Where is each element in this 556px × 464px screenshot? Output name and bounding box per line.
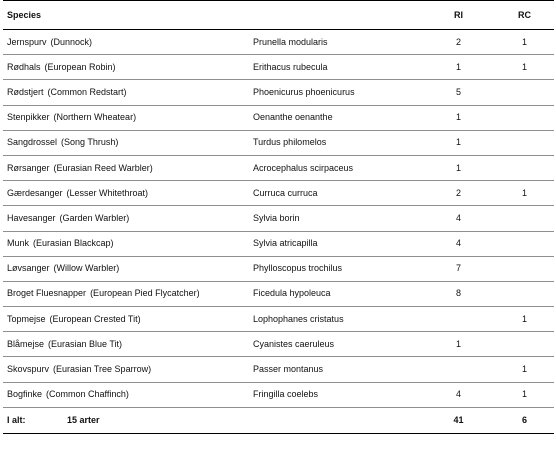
species-name-cell [3, 307, 249, 332]
species-name-cell [3, 105, 249, 130]
ri-cell: 8 [455, 288, 461, 299]
latin-name-cell: Oenanthe oenanthe [253, 112, 333, 123]
species-name-cell [3, 155, 249, 180]
table-row [3, 256, 554, 281]
latin-name-cell: Sylvia borin [253, 212, 300, 223]
ri-cell: 5 [455, 86, 461, 97]
table-row [3, 105, 554, 130]
species-common-name: (Garden Warbler) [59, 212, 130, 223]
species-local-name: Blåmejse [7, 338, 45, 349]
species-local-name: Munk [7, 238, 30, 249]
latin-name-cell: Cyanistes caeruleus [253, 338, 335, 349]
rc-cell: 1 [521, 313, 527, 324]
species-common-name: (European Robin) [44, 61, 116, 72]
species-local-name: Stenpikker [7, 112, 50, 123]
rc-cell [495, 105, 554, 130]
species-local-name: Rødstjert [7, 86, 44, 97]
totals-label-cell [3, 407, 249, 433]
latin-name-cell: Ficedula hypoleuca [253, 288, 331, 299]
totals-empty-cell [249, 407, 422, 433]
species-table [3, 0, 554, 434]
species-common-name: (Eurasian Tree Sparrow) [53, 364, 152, 375]
table-row [3, 130, 554, 155]
species-common-name: (European Crested Tit) [49, 313, 141, 324]
species-local-name: Bogfinke [7, 389, 43, 400]
species-common-name: (European Pied Flycatcher) [90, 288, 200, 299]
latin-name-cell: Turdus philomelos [253, 137, 327, 148]
table-row [3, 382, 554, 407]
species-common-name: (Willow Warbler) [53, 263, 120, 274]
totals-species-count: 15 arter [67, 414, 100, 425]
species-name-cell [3, 181, 249, 206]
table-row [3, 80, 554, 105]
species-name-cell [3, 357, 249, 382]
species-common-name: (Dunnock) [50, 36, 93, 47]
ri-cell: 1 [455, 338, 461, 349]
rc-cell: 1 [521, 364, 527, 375]
latin-name-cell: Fringilla coelebs [253, 389, 319, 400]
latin-name-cell: Curruca curruca [253, 187, 318, 198]
latin-name-cell: Phoenicurus phoenicurus [253, 86, 355, 97]
ri-cell: 1 [455, 137, 461, 148]
rc-cell [495, 155, 554, 180]
species-common-name: (Common Redstart) [47, 86, 127, 97]
table-row [3, 155, 554, 180]
table-row [3, 30, 554, 55]
latin-name-cell: Erithacus rubecula [253, 61, 328, 72]
header-row [3, 1, 554, 30]
totals-ri: 41 [453, 414, 464, 425]
table-row [3, 307, 554, 332]
ri-cell: 1 [455, 112, 461, 123]
species-common-name: (Eurasian Blue Tit) [48, 338, 123, 349]
latin-name-cell: Passer montanus [253, 364, 324, 375]
rc-cell: 1 [521, 389, 527, 400]
rc-cell: 1 [521, 61, 527, 72]
table-row [3, 55, 554, 80]
species-header: Species [7, 9, 42, 20]
rc-cell [495, 231, 554, 256]
latin-name-cell: Sylvia atricapilla [253, 238, 318, 249]
ri-cell: 4 [455, 389, 461, 400]
table-row [3, 181, 554, 206]
species-local-name: Havesanger [7, 212, 56, 223]
species-common-name: (Song Thrush) [61, 137, 119, 148]
table-row [3, 206, 554, 231]
species-local-name: Sangdrossel [7, 137, 58, 148]
species-local-name: Broget Fluesnapper [7, 288, 87, 299]
rc-cell [495, 332, 554, 357]
table-row [3, 231, 554, 256]
latin-name-cell: Acrocephalus scirpaceus [253, 162, 354, 173]
table-body [3, 30, 554, 408]
species-name-cell [3, 80, 249, 105]
ri-cell: 7 [455, 263, 461, 274]
species-name-cell [3, 206, 249, 231]
species-name-cell [3, 30, 249, 55]
species-name-cell [3, 231, 249, 256]
table-row [3, 281, 554, 306]
rc-cell [495, 80, 554, 105]
ri-cell: 2 [455, 36, 461, 47]
latin-name-cell: Lophophanes cristatus [253, 313, 344, 324]
latin-name-cell: Phylloscopus trochilus [253, 263, 343, 274]
species-local-name: Rødhals [7, 61, 41, 72]
rc-cell [495, 130, 554, 155]
ri-cell: 4 [455, 238, 461, 249]
latin-name-header [249, 1, 422, 30]
species-common-name: (Lesser Whitethroat) [66, 187, 149, 198]
species-local-name: Skovspurv [7, 364, 50, 375]
species-local-name: Jernspurv [7, 36, 47, 47]
species-common-name: (Common Chaffinch) [46, 389, 129, 400]
rc-cell [495, 206, 554, 231]
table-row [3, 357, 554, 382]
ri-cell: 4 [455, 212, 461, 223]
species-local-name: Gærdesanger [7, 187, 63, 198]
rc-cell [495, 281, 554, 306]
species-name-cell [3, 332, 249, 357]
table-row [3, 332, 554, 357]
ri-cell [422, 307, 495, 332]
species-common-name: (Eurasian Blackcap) [33, 238, 114, 249]
species-common-name: (Eurasian Reed Warbler) [53, 162, 153, 173]
species-local-name: Topmejse [7, 313, 46, 324]
rc-cell: 1 [521, 187, 527, 198]
species-local-name: Løvsanger [7, 263, 50, 274]
latin-name-cell: Prunella modularis [253, 36, 328, 47]
totals-row [3, 407, 554, 433]
ri-cell: 1 [455, 162, 461, 173]
ri-cell [422, 357, 495, 382]
rc-cell: 1 [521, 36, 527, 47]
species-name-cell [3, 256, 249, 281]
totals-label: I alt: [7, 414, 26, 425]
species-name-cell [3, 130, 249, 155]
ri-cell: 1 [455, 61, 461, 72]
ri-header: RI [454, 9, 463, 20]
species-name-cell [3, 382, 249, 407]
ri-cell: 2 [455, 187, 461, 198]
rc-header: RC [518, 9, 531, 20]
rc-cell [495, 256, 554, 281]
species-common-name: (Northern Wheatear) [53, 112, 137, 123]
species-local-name: Rørsanger [7, 162, 50, 173]
totals-rc: 6 [521, 414, 527, 425]
species-name-cell [3, 281, 249, 306]
species-name-cell [3, 55, 249, 80]
